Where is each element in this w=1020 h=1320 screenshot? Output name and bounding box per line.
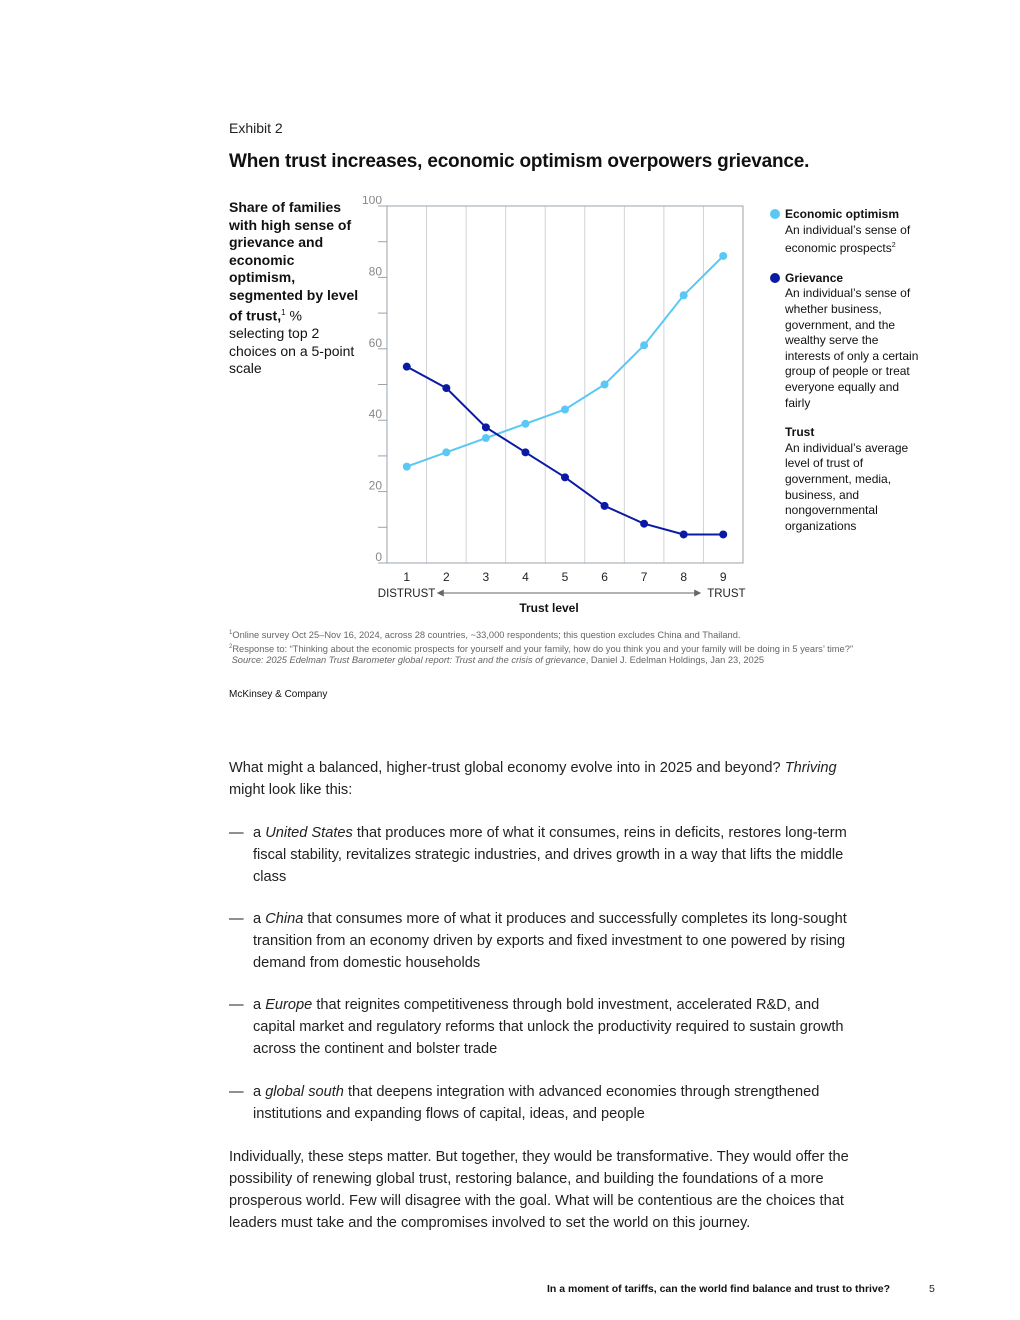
arrow-left-icon (437, 590, 444, 597)
x-tick-label: 5 (561, 570, 569, 584)
intro-text: What might a balanced, higher-trust global economy evolve into in 2025 and beyond? (229, 760, 781, 776)
x-tick-label: 6 (601, 570, 608, 584)
closing-paragraph: Individually, these steps matter. But together, they would be transformative. They would offer the possibility of renewing global trust, restoring balance, and building the foundations of a more prosperous world. Few will disagree with the goal. What will be contentious are the choices that leaders must take and the compromises involved to set the world on this journey. (229, 1149, 849, 1231)
list-item (229, 822, 869, 888)
list-item (229, 908, 869, 974)
line-chart (355, 196, 755, 621)
data-point-optimism (403, 463, 411, 471)
data-point-grievance (442, 384, 450, 392)
data-point-grievance (640, 520, 648, 528)
intro-tail: might look like this: (229, 782, 353, 798)
source-rest: , Daniel J. Edelman Holdings, Jan 23, 2025 (585, 655, 765, 666)
y-tick-label: 60 (368, 335, 382, 350)
legend-grievance-name: Grievance (785, 270, 844, 285)
data-point-grievance (521, 448, 529, 456)
running-footer-title: In a moment of tariffs, can the world find balance and trust to thrive? (547, 1283, 891, 1295)
data-point-grievance (601, 502, 609, 510)
legend-trust-name: Trust (785, 425, 815, 440)
x-tick-label: 3 (482, 570, 490, 584)
grievance-dot-icon (770, 273, 780, 283)
x-end-label-left: DISTRUST (377, 588, 436, 600)
legend-grievance-desc: An individual’s sense of whether business, government, and the wealthy serve the interests of only a certain group of people or treat everyone equally and fairly (785, 286, 919, 410)
data-point-grievance (680, 530, 688, 538)
x-end-label-right: TRUST (707, 588, 746, 600)
bullet-dash: — (229, 1084, 244, 1100)
footnote-2-text: Response to: “Thinking about the economic prospects for yourself and your family, how do you think you and your family will be doing in 5 years’ time?” (232, 643, 853, 654)
data-point-optimism (680, 291, 688, 299)
x-tick-label: 1 (403, 570, 411, 584)
x-tick-label: 9 (719, 570, 727, 584)
series-line-optimism (407, 256, 723, 467)
list-item (229, 1081, 869, 1125)
optimism-dot-icon (770, 209, 780, 219)
legend-optimism-desc: An individual’s sense of economic prospects (785, 222, 911, 256)
bullet-text: a United States that produces more of what it consumes, reins in deficits, restores long-term fiscal stability, revitalizes strategic industries, and drives growth in a way that lifts the middle class (253, 825, 847, 885)
data-point-optimism (521, 420, 529, 428)
intro-paragraph (229, 757, 869, 801)
footnote-1-marker: 1 (229, 630, 233, 636)
list-item (229, 994, 869, 1060)
chart-description-rest: % selecting top 2 choices on a 5-point scale (229, 307, 355, 377)
series-line-grievance (407, 367, 723, 535)
data-point-optimism (442, 448, 450, 456)
intro-italic: Thriving (784, 760, 837, 776)
footnote-1-text: Online survey Oct 25–Nov 16, 2024, across 28 countries, ~33,000 respondents; this question excludes China and Thailand. (232, 630, 741, 641)
x-tick-label: 2 (442, 570, 450, 584)
bullet-text: a global south that deepens integration with advanced economies through strengthened institutions and expanding flows of capital, ideas, and people (253, 1084, 820, 1122)
page-number: 5 (929, 1283, 935, 1295)
y-tick-label: 100 (361, 196, 382, 207)
data-point-grievance (719, 530, 727, 538)
data-point-optimism (482, 434, 490, 442)
data-point-optimism (719, 252, 727, 260)
data-point-grievance (403, 363, 411, 371)
chart-description-bold: Share of families with high sense of grievance and economic optimism, segmented by level of trust, (229, 199, 359, 324)
bullet-dash: — (229, 825, 244, 841)
bullet-dash: — (229, 997, 244, 1013)
legend-item-trust (770, 425, 920, 534)
data-point-optimism (561, 405, 569, 413)
legend (770, 207, 920, 548)
exhibit-label: Exhibit 2 (229, 120, 283, 136)
footnote-ref-1: 1 (281, 308, 286, 317)
y-tick-label: 20 (368, 478, 382, 493)
legend-optimism-name: Economic optimism (785, 207, 900, 221)
footnote-ref-2: 2 (891, 242, 896, 250)
data-point-grievance (482, 423, 490, 431)
x-axis-label: Trust level (519, 601, 579, 615)
exhibit-title: When trust increases, economic optimism overpowers grievance. (229, 151, 810, 172)
x-tick-label: 8 (680, 570, 688, 584)
footnotes (229, 628, 929, 667)
data-point-grievance (561, 473, 569, 481)
brand-label: McKinsey & Company (229, 689, 328, 700)
data-point-optimism (640, 341, 648, 349)
source-title: 2025 Edelman Trust Barometer global report: Trust and the crisis of grievance (266, 655, 586, 666)
footnote-1 (229, 628, 929, 642)
x-tick-label: 4 (522, 570, 529, 584)
source-label: Source: (231, 655, 264, 666)
y-tick-label: 40 (368, 407, 382, 422)
data-point-optimism (601, 381, 609, 389)
legend-trust-desc: An individual’s average level of trust of government, media, business, and nongovernmental organizations (785, 440, 909, 533)
arrow-right-icon (694, 590, 701, 597)
x-tick-label: 7 (640, 570, 648, 584)
source-note (229, 655, 929, 667)
footnote-2 (229, 642, 929, 656)
footnote-2-marker: 2 (229, 643, 233, 650)
bullet-text: a Europe that reignites competitiveness through bold investment, accelerated R&D, and capital market and regulatory reforms that unlock the productivity required to sustain growth across the continent and bolster trade (253, 997, 844, 1057)
bullet-dash: — (229, 911, 244, 927)
y-tick-label: 0 (375, 550, 382, 564)
y-tick-label: 80 (368, 264, 382, 279)
bullet-text: a China that consumes more of what it produces and successfully completes its long-sought transition from an economy driven by exports and fixed investment to one powered by rising demand from domestic households (253, 911, 847, 971)
legend-item-grievance (770, 271, 920, 411)
chart-description (229, 199, 359, 378)
legend-item-optimism (770, 207, 920, 257)
